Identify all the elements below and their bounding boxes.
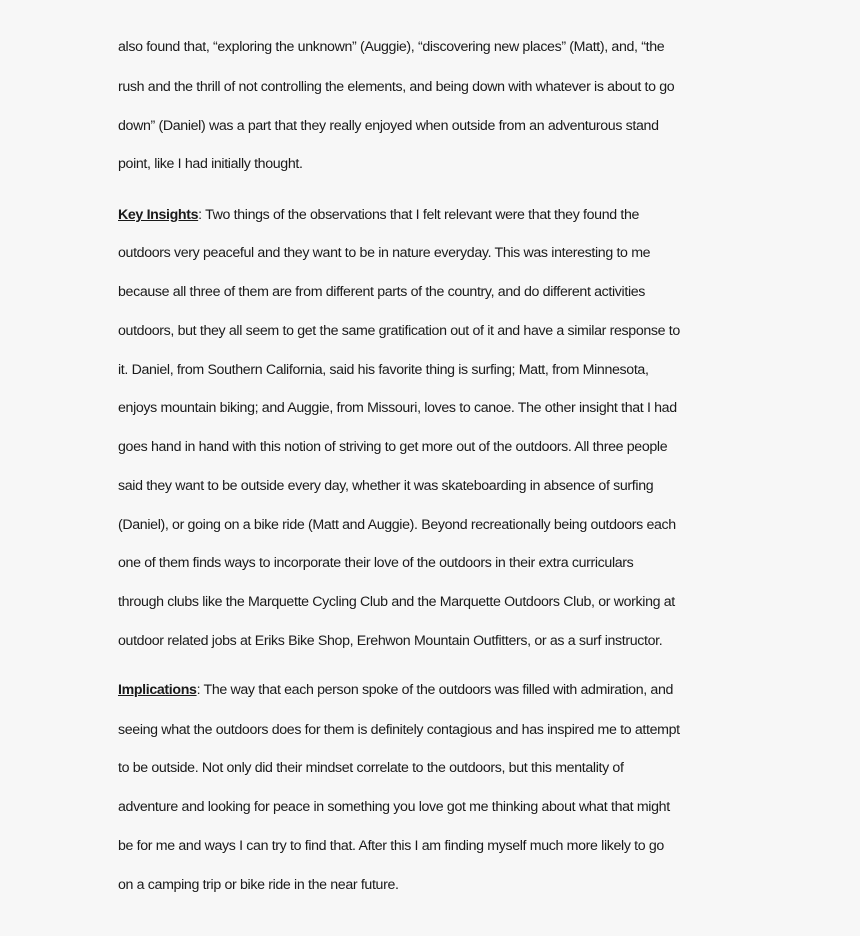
paragraph-text: : Two things of the observations that I felt relevant were that they found the bbox=[198, 207, 640, 223]
paragraph-line: said they want to be outside every day, whether it was skateboarding in absence of surfing bbox=[118, 478, 654, 494]
paragraph-line: down” (Daniel) was a part that they really enjoyed when outside from an adventurous stand bbox=[118, 118, 659, 134]
paragraph-line: one of them finds ways to incorporate their love of the outdoors in their extra curriculars bbox=[118, 555, 634, 571]
implications-heading: Implications bbox=[118, 682, 197, 698]
paragraph-line: seeing what the outdoors does for them is definitely contagious and has inspired me to attempt bbox=[118, 722, 680, 738]
paragraph-line: outdoors very peaceful and they want to be in nature everyday. This was interesting to me bbox=[118, 245, 651, 261]
paragraph-line: goes hand in hand with this notion of striving to get more out of the outdoors. All three people bbox=[118, 439, 668, 455]
paragraph-line: it. Daniel, from Southern California, said his favorite thing is surfing; Matt, from Minnesota, bbox=[118, 362, 649, 378]
paragraph-line: (Daniel), or going on a bike ride (Matt and Auggie). Beyond recreationally being outdoors each bbox=[118, 517, 676, 533]
key-insights-heading: Key Insights bbox=[118, 207, 199, 223]
paragraph-line: rush and the thrill of not controlling the elements, and being down with whatever is about to go bbox=[118, 79, 675, 95]
paragraph-line: to be outside. Not only did their mindset correlate to the outdoors, but this mentality of bbox=[118, 760, 624, 776]
paragraph-line: also found that, “exploring the unknown” (Auggie), “discovering new places” (Matt), and, “the bbox=[118, 39, 665, 55]
paragraph-line: enjoys mountain biking; and Auggie, from Missouri, loves to canoe. The other insight that I had bbox=[118, 400, 677, 416]
paragraph-line: because all three of them are from different parts of the country, and do different activities bbox=[118, 284, 646, 300]
paragraph-line: on a camping trip or bike ride in the near future. bbox=[118, 877, 399, 893]
implications-first-line bbox=[118, 681, 673, 699]
paragraph-line: outdoor related jobs at Eriks Bike Shop, Erehwon Mountain Outfitters, or as a surf instructor. bbox=[118, 633, 663, 649]
paragraph-line: be for me and ways I can try to find that. After this I am finding myself much more likely to go bbox=[118, 838, 664, 854]
key-insights-first-line bbox=[118, 206, 639, 224]
paragraph-line: point, like I had initially thought. bbox=[118, 156, 303, 172]
paragraph-line: adventure and looking for peace in something you love got me thinking about what that might bbox=[118, 799, 670, 815]
paragraph-line: through clubs like the Marquette Cycling Club and the Marquette Outdoors Club, or working at bbox=[118, 594, 675, 610]
paragraph-text: : The way that each person spoke of the outdoors was filled with admiration, and bbox=[196, 682, 674, 698]
paragraph-line: outdoors, but they all seem to get the same gratification out of it and have a similar response to bbox=[118, 323, 680, 339]
